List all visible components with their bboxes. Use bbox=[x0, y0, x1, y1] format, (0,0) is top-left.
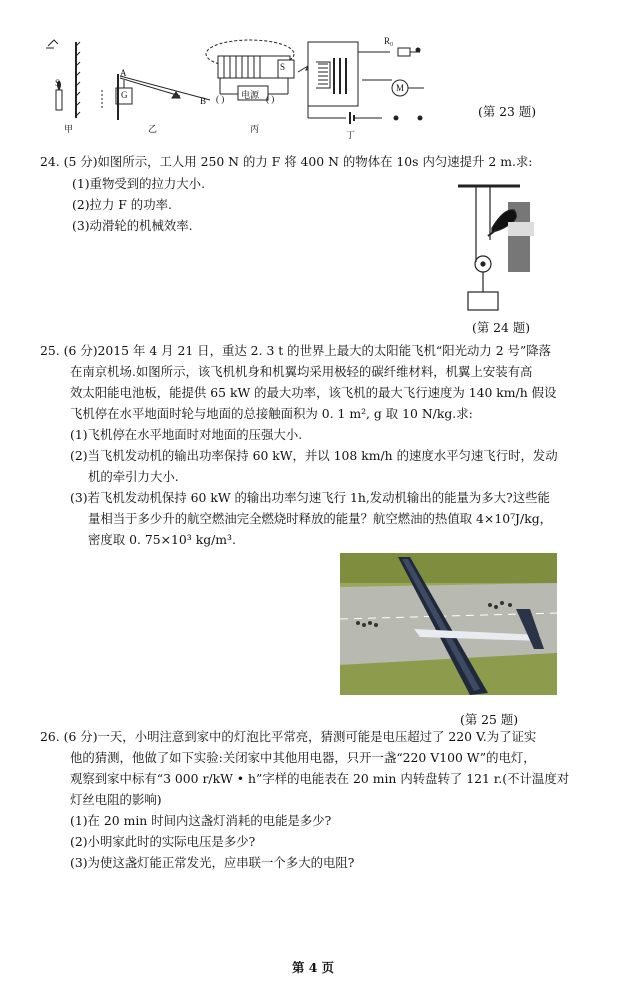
q26-line-1: 26. (6 分)一天，小明注意到家中的灯泡比平常亮，猜测可能是电压超过了 220 V.为了证实 bbox=[40, 729, 537, 744]
q25-sub-1: (1)飞机停在水平地面时对地面的压强大小. bbox=[70, 427, 303, 442]
q26-line-3: 观察到家中标有“3 000 r/kW • h”字样的电能表在 20 min 内转盘转了 121 r.(不计温度对 bbox=[70, 771, 570, 786]
label-R0: R₀ bbox=[384, 36, 394, 46]
paren-left: ( ) bbox=[216, 94, 225, 104]
solar-plane-photo bbox=[340, 553, 557, 695]
q26-line-2: 他的猜测，他做了如下实验:关闭家中其他用电器，只开一盏“220 V100 W”的电灯， bbox=[70, 750, 536, 765]
q25-sub-3-cont-2: 密度取 0. 75×10³ kg/m³. bbox=[88, 532, 236, 547]
q24-item-3: (3)动滑轮的机械效率. bbox=[72, 218, 193, 233]
q25-line-2: 在南京机场.如图所示，该飞机机身和机翼均采用极轻的碳纤维材料，机翼上安装有高 bbox=[70, 364, 533, 379]
q25-sub-3-cont: 量相当于多少升的航空燃油完全燃烧时释放的能量？航空燃油的热值取 4×10⁷J/kg， bbox=[88, 511, 553, 526]
q25-line-4: 飞机停在水平地面时轮与地面的总接触面积为 0. 1 m², g 取 10 N/kg.求: bbox=[70, 406, 473, 421]
q26-sub-3: (3)为使这盏灯能正常发光，应串联一个多大的电阻? bbox=[70, 855, 355, 870]
q24-item-2: (2)拉力 F 的功率. bbox=[72, 197, 172, 212]
sublabel-ding: 丁 bbox=[346, 130, 356, 140]
q25-sub-3: (3)若飞机发动机保持 60 kW 的输出功率匀速飞行 1h,发动机输出的能量为多大?这些能 bbox=[70, 490, 550, 505]
fig24-caption: (第 24 题) bbox=[472, 320, 531, 335]
pulley-figure bbox=[448, 180, 538, 316]
label-M: M bbox=[396, 83, 405, 93]
q26-sub-1: (1)在 20 min 时间内这盏灯消耗的电能是多少? bbox=[70, 813, 332, 828]
q25-sub-2: (2)当飞机发动机的输出功率保持 60 kW，并以 108 km/h 的速度水平匀速飞行时，发动 bbox=[70, 448, 558, 463]
label-B: B bbox=[200, 96, 207, 106]
q26-line-4: 灯丝电阻的影响) bbox=[70, 792, 162, 807]
sublabel-yi: 乙 bbox=[148, 124, 158, 134]
q24-intro: 24. (5 分)如图所示，工人用 250 N 的力 F 将 400 N 的物体在 10s 内匀速提升 2 m.求: bbox=[40, 154, 533, 169]
q25-line-3: 效太阳能电池板，能提供 65 kW 的最大功率，该飞机的最大飞行速度为 140 km/h 假设 bbox=[70, 385, 557, 400]
page-number: 第 4 页 bbox=[292, 960, 335, 975]
q25-line-1: 25. (6 分)2015 年 4 月 21 日，重达 2. 3 t 的世界上最大的太阳能飞机“阳光动力 2 号”降落 bbox=[40, 343, 552, 358]
relay-circuit-diagram bbox=[308, 42, 424, 124]
lever-diagram bbox=[116, 74, 210, 120]
q26-sub-2: (2)小明家此时的实际电压是多少? bbox=[70, 834, 256, 849]
paren-right: ( ) bbox=[266, 94, 275, 104]
fig23-caption: (第 23 题) bbox=[478, 104, 537, 119]
fig25-caption: (第 25 题) bbox=[460, 712, 519, 727]
q24-item-1: (1)重物受到的拉力大小. bbox=[72, 176, 206, 191]
figure-23 bbox=[40, 28, 560, 138]
label-S: S bbox=[55, 78, 61, 88]
sublabel-jia: 甲 bbox=[64, 124, 74, 134]
label-S2: S bbox=[280, 62, 286, 72]
q25-sub-2-cont: 机的牵引力大小. bbox=[88, 469, 179, 484]
figure-23-diagram bbox=[40, 28, 560, 138]
power-box-label: 电源 bbox=[241, 90, 260, 100]
label-A: A bbox=[120, 68, 127, 78]
sublabel-bing: 丙 bbox=[250, 124, 260, 134]
label-G: G bbox=[121, 90, 128, 100]
